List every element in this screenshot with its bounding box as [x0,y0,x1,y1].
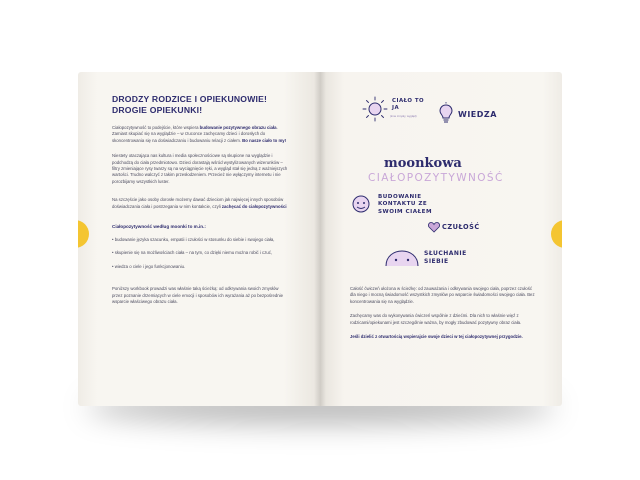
book-spine [314,72,326,406]
list-item: • skupienie się na możliwościach ciała – na tym, co dzięki niemu można robić i czuć, [112,250,273,256]
right-page-text [350,286,536,348]
heart-icon [428,222,440,233]
right-page [320,72,562,406]
page-tab-left [78,220,89,248]
paragraph-workbook: Poniższy workbook prowadzi was właśnie taką ścieżką: od odkrywania swoich zmysłów przez poznanie drzemiących w ciele emocji i sposobów ich wyrażania aż po bezpośrednie wsparcie właściwego obrazu ciała. [112,286,284,305]
paragraph-culture: Niestety otaczająca nas kultura i media społecznościowe są skupione na wyglądzie i podchodzą do ciała przedmiotowo. Dzieci dorastają wśród wystylizowanych wizerunków – filtry zmieniające rysy twarzy są na wyciągnięcie ręki, a wygląd stał się jedną z ważniejszych wartości. Trudno walczyć z takim przesłodzeniem. Przecież nie wyłączymy internetu i nie porozbijamy wszystkich luster. [112,153,288,184]
open-workbook [78,72,562,406]
listening-icon [382,248,422,270]
lightbulb-icon [438,102,454,124]
left-page [78,72,320,406]
paragraph-together: Zachęcamy was do wykonywania ćwiczeń wspólnie z dziećmi. Dla nich to właśnie więź z rodzicami/opiekunami jest szczególnie ważna, by mogły zbudować pozytywny obraz ciała. [350,313,522,325]
page-heading: DRODZY RODZICE I OPIEKUNOWIE! DROGIE OPIEKUNKI! [112,94,268,115]
list-item: • budowanie języka szacunku, empatii i czułości w stosunku do siebie i swojego ciała, [112,237,275,243]
brand-subtitle: CIAŁOPOZYTYWNOŚĆ [368,172,504,184]
label-wiedza: WIEDZA [458,110,497,119]
sun-icon [362,96,388,122]
paragraph-intro: Ciałopozytywność to podejście, które wspiera budowanie pozytywnego obrazu ciała. Zamiast skupiać się na wyglądzie – w rzuconce zachęcamy dzieci i dorosłych do skoncentrowania się na doświadczaniu i budowaniu relacji z ciałem. Bo nasze ciało to my! [112,125,287,143]
label-budowanie: BUDOWANIE KONTAKTU ZE SWOIM CIAŁEM [378,194,433,215]
label-cialo-detail: (inne zmysły, wygląd) [390,114,417,118]
paragraph-positivity: Na szczęście jako osoby dorosłe możemy dawać dzieciom jak najwięcej innych sposobów doświadczania ciała i postrzegania w nim kontakcie, czyli zachęcać do ciałopozytywności [112,197,287,209]
list-item: • wiedza o ciele i jego funkcjonowaniu. [112,263,186,269]
bullet-list [112,237,290,270]
right-page-diagram [320,72,562,406]
left-page-text [112,94,290,315]
paragraph-path: Całość ćwiczeń ułożona w ścieżkę: od zauważania i odkrywania swojego ciała, poprzez czułość dla niego i mocną świadomość wszystkich zmysłów po wsparcie świadomości swojego ciała. Bez koncentrowania się na wyglądzie. [350,286,535,304]
label-czulosc: CZUŁOŚĆ [442,223,480,231]
brand-logo-text: moonkowa [384,156,462,171]
thought-bubble-icon [350,194,374,216]
bullet-heading: Ciałopozytywność według moonki to m.in.: [112,224,206,230]
label-cialo-to-ja: CIAŁO TO JA [392,98,425,111]
label-sluchanie: SŁUCHANIE SIEBIE [424,250,467,265]
paragraph-closing: Jeśli dzielić z otwartością wspierajcie swoje dzieci w tej ciałopozytywnej przygodzie. [350,334,523,340]
